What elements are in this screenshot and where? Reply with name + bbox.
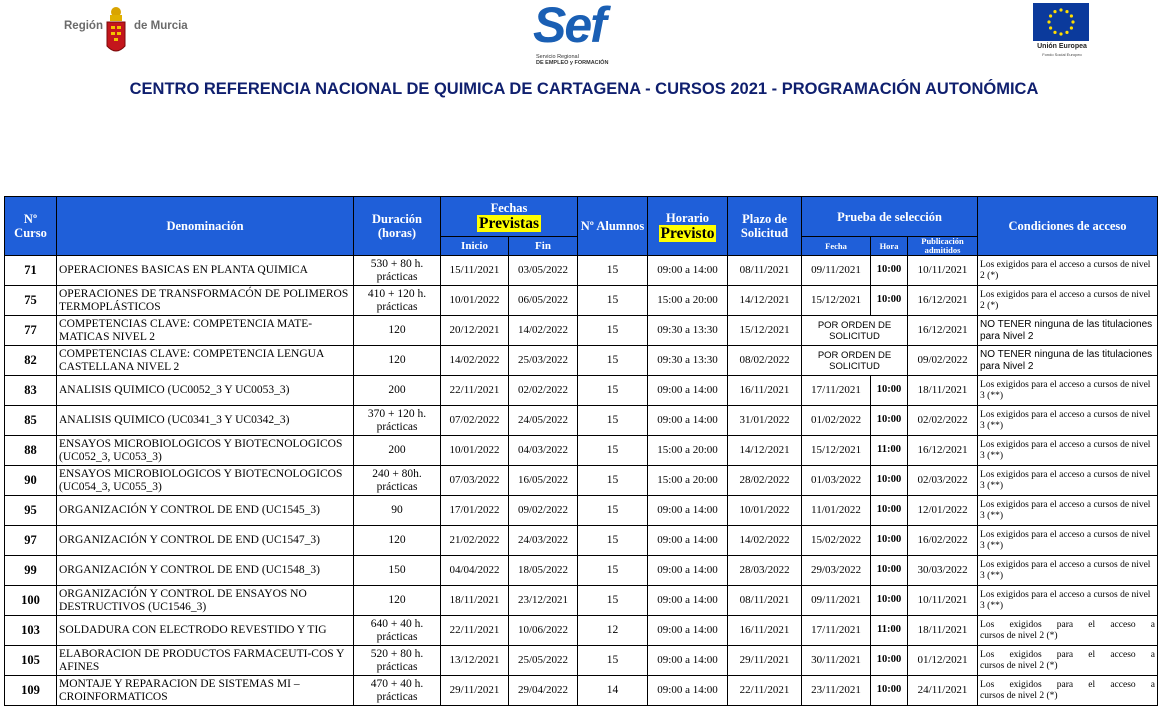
crown-shield-icon <box>105 4 127 58</box>
end-date: 10/06/2022 <box>509 616 578 646</box>
course-duration: 200 <box>354 436 441 466</box>
application-deadline: 08/02/2022 <box>728 346 802 376</box>
schedule: 09:00 a 14:00 <box>648 646 728 676</box>
page-title: CENTRO REFERENCIA NACIONAL DE QUIMICA DE CARTAGENA - CURSOS 2021 - PROGRAMACIÓN AUTONÓMICA <box>129 80 1039 98</box>
header-fechas-label: Fechas <box>490 201 528 215</box>
table-row <box>5 286 1158 316</box>
access-conditions-line1: Los exigidos para el acceso a <box>980 679 1156 690</box>
course-name: COMPETENCIAS CLAVE: COMPETENCIA LENGUA CASTELLANA NIVEL 2 <box>57 346 354 376</box>
header-hora: Hora <box>871 237 908 256</box>
student-count: 15 <box>578 256 648 286</box>
student-count: 15 <box>578 586 648 616</box>
course-number: 97 <box>5 526 57 556</box>
test-time: 10:00 <box>871 256 908 286</box>
schedule: 15:00 a 20:00 <box>648 286 728 316</box>
application-deadline: 29/11/2021 <box>728 646 802 676</box>
end-date: 03/05/2022 <box>509 256 578 286</box>
header-inicio: Inicio <box>441 237 509 256</box>
table-row <box>5 496 1158 526</box>
application-deadline: 16/11/2021 <box>728 616 802 646</box>
publication-date: 10/11/2021 <box>908 256 978 286</box>
access-conditions: Los exigidos para el acceso a cursos de nivel 2 (*) <box>978 286 1158 316</box>
course-duration: 640 + 40 h. prácticas <box>354 616 441 646</box>
start-date: 13/12/2021 <box>441 646 509 676</box>
access-conditions: Los exigidos para el acceso a cursos de nivel 3 (**) <box>978 436 1158 466</box>
table-row <box>5 316 1158 346</box>
access-conditions: Los exigidos para el acceso a cursos de nivel 3 (**) <box>978 496 1158 526</box>
course-name: COMPETENCIAS CLAVE: COMPETENCIA MATE-MATICAS NIVEL 2 <box>57 316 354 346</box>
test-date: 15/12/2021 <box>802 286 871 316</box>
header-fin: Fin <box>509 237 578 256</box>
access-conditions: NO TENER ninguna de las titulaciones para Nivel 2 <box>978 346 1158 376</box>
start-date: 15/11/2021 <box>441 256 509 286</box>
course-duration: 410 + 120 h. prácticas <box>354 286 441 316</box>
publication-date: 24/11/2021 <box>908 676 978 706</box>
header-plazo: Plazo de Solicitud <box>728 197 802 256</box>
course-name: ORGANIZACIÓN Y CONTROL DE END (UC1545_3) <box>57 496 354 526</box>
application-deadline: 31/01/2022 <box>728 406 802 436</box>
table-row <box>5 466 1158 496</box>
eu-label: Unión Europea <box>1037 43 1087 50</box>
test-time: 10:00 <box>871 586 908 616</box>
sef-logo <box>533 2 625 70</box>
application-deadline: 14/12/2021 <box>728 436 802 466</box>
course-duration: 530 + 80 h. prácticas <box>354 256 441 286</box>
end-date: 24/05/2022 <box>509 406 578 436</box>
application-deadline: 10/01/2022 <box>728 496 802 526</box>
course-number: 100 <box>5 586 57 616</box>
course-name: ANALISIS QUIMICO (UC0052_3 Y UC0053_3) <box>57 376 354 406</box>
start-date: 14/02/2022 <box>441 346 509 376</box>
access-conditions <box>978 676 1158 706</box>
publication-date: 16/02/2022 <box>908 526 978 556</box>
test-time: 10:00 <box>871 406 908 436</box>
test-time: 10:00 <box>871 556 908 586</box>
access-conditions: Los exigidos para el acceso a cursos de nivel 3 (**) <box>978 526 1158 556</box>
student-count: 15 <box>578 346 648 376</box>
end-date: 25/03/2022 <box>509 346 578 376</box>
course-name: OPERACIONES BASICAS EN PLANTA QUIMICA <box>57 256 354 286</box>
schedule: 09:00 a 14:00 <box>648 586 728 616</box>
course-number: 77 <box>5 316 57 346</box>
test-date: 09/11/2021 <box>802 256 871 286</box>
test-date: 01/02/2022 <box>802 406 871 436</box>
application-deadline: 16/11/2021 <box>728 376 802 406</box>
publication-date: 02/03/2022 <box>908 466 978 496</box>
end-date: 23/12/2021 <box>509 586 578 616</box>
course-name: ENSAYOS MICROBIOLOGICOS Y BIOTECNOLOGICOS (UC054_3, UC055_3) <box>57 466 354 496</box>
header-duracion: Duración (horas) <box>354 197 441 256</box>
start-date: 10/01/2022 <box>441 286 509 316</box>
application-deadline: 28/03/2022 <box>728 556 802 586</box>
course-number: 71 <box>5 256 57 286</box>
access-conditions <box>978 646 1158 676</box>
header-n-curso: Nº Curso <box>5 197 57 256</box>
start-date: 17/01/2022 <box>441 496 509 526</box>
header-horario-label: Horario <box>665 210 710 225</box>
student-count: 15 <box>578 286 648 316</box>
student-count: 15 <box>578 556 648 586</box>
application-deadline: 08/11/2021 <box>728 586 802 616</box>
test-date: 17/11/2021 <box>802 616 871 646</box>
access-conditions: Los exigidos para el acceso a cursos de nivel 3 (**) <box>978 466 1158 496</box>
course-name: OPERACIONES DE TRANSFORMACÓN DE POLIMEROS TERMOPLÁSTICOS <box>57 286 354 316</box>
schedule: 09:00 a 14:00 <box>648 256 728 286</box>
test-date: 23/11/2021 <box>802 676 871 706</box>
table-row <box>5 676 1158 706</box>
student-count: 15 <box>578 496 648 526</box>
course-duration: 120 <box>354 526 441 556</box>
header-horario <box>648 197 728 256</box>
table-row <box>5 376 1158 406</box>
table-row <box>5 256 1158 286</box>
course-number: 88 <box>5 436 57 466</box>
course-number: 85 <box>5 406 57 436</box>
course-duration: 240 + 80h. prácticas <box>354 466 441 496</box>
schedule: 09:00 a 14:00 <box>648 526 728 556</box>
header-publicacion: Publicación admitidos <box>908 237 978 256</box>
test-date: 17/11/2021 <box>802 376 871 406</box>
sef-subtitle-line2: DE EMPLEO y FORMACIÓN <box>536 60 609 66</box>
access-conditions: Los exigidos para el acceso a cursos de nivel 3 (**) <box>978 376 1158 406</box>
publication-date: 02/02/2022 <box>908 406 978 436</box>
test-date: 09/11/2021 <box>802 586 871 616</box>
start-date: 22/11/2021 <box>441 376 509 406</box>
murcia-logo-left-text: Región <box>64 20 103 32</box>
table-row <box>5 586 1158 616</box>
start-date: 22/11/2021 <box>441 616 509 646</box>
course-name: ORGANIZACIÓN Y CONTROL DE ENSAYOS NO DESTRUCTIVOS (UC1546_3) <box>57 586 354 616</box>
schedule: 09:00 a 14:00 <box>648 676 728 706</box>
access-conditions-line2: cursos de nivel 2 (*) <box>980 660 1058 671</box>
access-conditions: NO TENER ninguna de las titulaciones para Nivel 2 <box>978 316 1158 346</box>
course-name: SOLDADURA CON ELECTRODO REVESTIDO Y TIG <box>57 616 354 646</box>
end-date: 24/03/2022 <box>509 526 578 556</box>
course-duration: 370 + 120 h. prácticas <box>354 406 441 436</box>
access-conditions: Los exigidos para el acceso a cursos de nivel 3 (**) <box>978 406 1158 436</box>
header-condiciones: Condiciones de acceso <box>978 197 1158 256</box>
course-number: 75 <box>5 286 57 316</box>
eu-subtitle: Fondo Social Europeo <box>1042 52 1082 57</box>
course-duration: 520 + 80 h. prácticas <box>354 646 441 676</box>
end-date: 09/02/2022 <box>509 496 578 526</box>
publication-date: 30/03/2022 <box>908 556 978 586</box>
access-conditions-line2: cursos de nivel 2 (*) <box>980 630 1058 641</box>
student-count: 15 <box>578 646 648 676</box>
table-row <box>5 436 1158 466</box>
test-time: 11:00 <box>871 436 908 466</box>
student-count: 15 <box>578 526 648 556</box>
course-number: 103 <box>5 616 57 646</box>
course-number: 99 <box>5 556 57 586</box>
publication-date: 16/12/2021 <box>908 316 978 346</box>
schedule: 09:00 a 14:00 <box>648 556 728 586</box>
access-conditions: Los exigidos para el acceso a cursos de nivel 2 (*) <box>978 256 1158 286</box>
selection-by-order: POR ORDEN DE SOLICITUD <box>802 346 908 376</box>
course-number: 82 <box>5 346 57 376</box>
student-count: 15 <box>578 436 648 466</box>
schedule: 09:00 a 14:00 <box>648 616 728 646</box>
application-deadline: 14/02/2022 <box>728 526 802 556</box>
sef-wordmark: Sef <box>533 0 605 53</box>
access-conditions-line2: cursos de nivel 2 (*) <box>980 690 1058 701</box>
schedule: 09:30 a 13:30 <box>648 316 728 346</box>
start-date: 21/02/2022 <box>441 526 509 556</box>
course-duration: 120 <box>354 316 441 346</box>
table-row <box>5 346 1158 376</box>
access-conditions: Los exigidos para el acceso a cursos de nivel 3 (**) <box>978 556 1158 586</box>
test-date: 11/01/2022 <box>802 496 871 526</box>
courses-table <box>4 196 1158 706</box>
table-row <box>5 526 1158 556</box>
course-duration: 90 <box>354 496 441 526</box>
schedule: 09:00 a 14:00 <box>648 496 728 526</box>
start-date: 20/12/2021 <box>441 316 509 346</box>
test-time: 10:00 <box>871 646 908 676</box>
course-name: ENSAYOS MICROBIOLOGICOS Y BIOTECNOLOGICOS (UC052_3, UC053_3) <box>57 436 354 466</box>
course-duration: 470 + 40 h. prácticas <box>354 676 441 706</box>
test-date: 15/12/2021 <box>802 436 871 466</box>
course-name: ORGANIZACIÓN Y CONTROL DE END (UC1548_3) <box>57 556 354 586</box>
application-deadline: 14/12/2021 <box>728 286 802 316</box>
header-previstas: Previstas <box>479 215 539 232</box>
course-name: ANALISIS QUIMICO (UC0341_3 Y UC0342_3) <box>57 406 354 436</box>
application-deadline: 15/12/2021 <box>728 316 802 346</box>
publication-date: 12/01/2022 <box>908 496 978 526</box>
publication-date: 18/11/2021 <box>908 376 978 406</box>
course-duration: 150 <box>354 556 441 586</box>
schedule: 15:00 a 20:00 <box>648 436 728 466</box>
access-conditions: Los exigidos para el acceso a cursos de nivel 3 (**) <box>978 586 1158 616</box>
student-count: 15 <box>578 316 648 346</box>
start-date: 07/03/2022 <box>441 466 509 496</box>
start-date: 29/11/2021 <box>441 676 509 706</box>
publication-date: 16/12/2021 <box>908 436 978 466</box>
header-fechas <box>441 197 578 237</box>
region-murcia-logo <box>64 4 194 58</box>
publication-date: 18/11/2021 <box>908 616 978 646</box>
end-date: 14/02/2022 <box>509 316 578 346</box>
start-date: 07/02/2022 <box>441 406 509 436</box>
application-deadline: 22/11/2021 <box>728 676 802 706</box>
test-date: 01/03/2022 <box>802 466 871 496</box>
end-date: 06/05/2022 <box>509 286 578 316</box>
course-name: ORGANIZACIÓN Y CONTROL DE END (UC1547_3) <box>57 526 354 556</box>
eu-logo <box>1031 3 1093 61</box>
publication-date: 16/12/2021 <box>908 286 978 316</box>
test-date: 15/02/2022 <box>802 526 871 556</box>
start-date: 04/04/2022 <box>441 556 509 586</box>
end-date: 02/02/2022 <box>509 376 578 406</box>
test-date: 30/11/2021 <box>802 646 871 676</box>
header-n-alumnos: Nº Alumnos <box>578 197 648 256</box>
student-count: 12 <box>578 616 648 646</box>
table-row <box>5 616 1158 646</box>
publication-date: 01/12/2021 <box>908 646 978 676</box>
schedule: 09:00 a 14:00 <box>648 376 728 406</box>
student-count: 15 <box>578 406 648 436</box>
test-time: 10:00 <box>871 676 908 706</box>
course-duration: 120 <box>354 586 441 616</box>
start-date: 18/11/2021 <box>441 586 509 616</box>
student-count: 14 <box>578 676 648 706</box>
start-date: 10/01/2022 <box>441 436 509 466</box>
header-fecha: Fecha <box>802 237 871 256</box>
student-count: 15 <box>578 376 648 406</box>
end-date: 29/04/2022 <box>509 676 578 706</box>
header-previsto: Previsto <box>660 224 715 242</box>
header-prueba: Prueba de selección <box>802 197 978 237</box>
end-date: 25/05/2022 <box>509 646 578 676</box>
course-duration: 200 <box>354 376 441 406</box>
schedule: 09:00 a 14:00 <box>648 406 728 436</box>
test-time: 10:00 <box>871 526 908 556</box>
course-name: MONTAJE Y REPARACION DE SISTEMAS MI – CROINFORMATICOS <box>57 676 354 706</box>
application-deadline: 08/11/2021 <box>728 256 802 286</box>
course-number: 109 <box>5 676 57 706</box>
table-row <box>5 646 1158 676</box>
course-duration: 120 <box>354 346 441 376</box>
end-date: 18/05/2022 <box>509 556 578 586</box>
table-row <box>5 556 1158 586</box>
access-conditions <box>978 616 1158 646</box>
selection-by-order: POR ORDEN DE SOLICITUD <box>802 316 908 346</box>
course-name: ELABORACION DE PRODUCTOS FARMACEUTI-COS Y AFINES <box>57 646 354 676</box>
end-date: 04/03/2022 <box>509 436 578 466</box>
publication-date: 10/11/2021 <box>908 586 978 616</box>
course-number: 83 <box>5 376 57 406</box>
course-number: 105 <box>5 646 57 676</box>
schedule: 09:30 a 13:30 <box>648 346 728 376</box>
student-count: 15 <box>578 466 648 496</box>
test-date: 29/03/2022 <box>802 556 871 586</box>
eu-flag-icon <box>1033 3 1089 41</box>
header-denominacion: Denominación <box>57 197 354 256</box>
course-number: 95 <box>5 496 57 526</box>
table-row <box>5 406 1158 436</box>
publication-date: 09/02/2022 <box>908 346 978 376</box>
end-date: 16/05/2022 <box>509 466 578 496</box>
test-time: 10:00 <box>871 496 908 526</box>
application-deadline: 28/02/2022 <box>728 466 802 496</box>
access-conditions-line1: Los exigidos para el acceso a <box>980 649 1156 660</box>
test-time: 10:00 <box>871 466 908 496</box>
test-time: 11:00 <box>871 616 908 646</box>
sef-subtitle-line1: Servicio Regional <box>536 54 579 60</box>
murcia-logo-right-text: de Murcia <box>134 20 188 32</box>
test-time: 10:00 <box>871 376 908 406</box>
test-time: 10:00 <box>871 286 908 316</box>
schedule: 15:00 a 20:00 <box>648 466 728 496</box>
access-conditions-line1: Los exigidos para el acceso a <box>980 619 1156 630</box>
course-number: 90 <box>5 466 57 496</box>
sef-subtitle <box>536 54 608 66</box>
